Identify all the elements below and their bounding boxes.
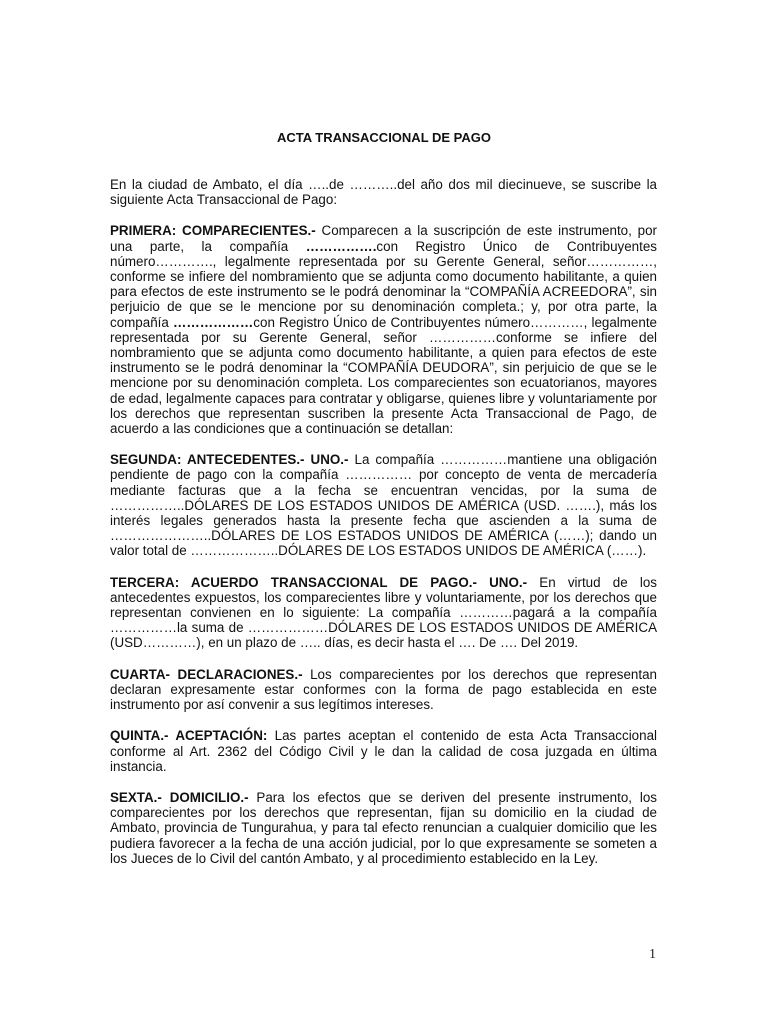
clause-text: Las partes aceptan el contenido de esta Acta Transaccional conforme al Art. 2362 del Código Civil y le dan la calidad de cosa juzgada en última instancia. — [110, 728, 657, 774]
clause-tercera — [110, 575, 657, 651]
clause-text: con Registro Único de Contribuyentes número…………., legalmente representada por su Gerente General, señor……………, conforme se infiere del nombramiento que se adjunta como documento habilitante, a quien para efectos de este instrumento se le podrá denominar la “COMPAÑÍA ACREEDORA”, sin perjuicio de que se le mencione por su denominación completa.; y, por otra parte, la compañía — [110, 238, 657, 330]
clause-text: Comparecen a la suscripción de este instrumento, por una parte, la compañía — [110, 223, 658, 254]
document-title: ACTA TRANSACCIONAL DE PAGO — [276, 130, 492, 145]
placeholder-bold: ……………. — [305, 238, 377, 254]
clause-heading: SEXTA.- DOMICILIO.- — [110, 789, 249, 805]
placeholder-bold: ……………… — [172, 314, 254, 330]
clause-text: En virtud de los antecedentes expuestos, los comparecientes libre y voluntariamente, por los derechos que representan convienen en lo siguiente: La compañía …………pagará a la compañía ……………la suma de ………………DÓLARES DE LOS ESTADOS UNIDOS DE AMÉRICA (USD…………), en un plazo de ….. días, es decir hasta el …. De …. Del 2019. — [110, 574, 657, 651]
clause-primera — [110, 223, 657, 436]
clause-segunda — [110, 452, 657, 558]
clause-cuarta — [110, 667, 657, 713]
clause-text: Los comparecientes por los derechos que representan declaran expresamente estar conformes con la forma de pago establecida en este instrumento por así convenir a sus legítimos intereses. — [110, 666, 657, 713]
clause-text: La compañía ……………mantiene una obligación pendiente de pago con la compañía …………… por concepto de venta de mercadería mediante facturas que a la fecha se encuentran vencidas, por la suma de ……………..DÓLARES DE LOS ESTADOS UNIDOS DE AMÉRICA (USD. …….), más los interés legales generados hasta la presente fecha que ascienden a la suma de …………………..DÓLARES DE LOS ESTADOS UNIDOS DE AMÉRICA (……); dando un valor total de ………………..DÓLARES DE LOS ESTADOS UNIDOS DE AMÉRICA (……). — [110, 452, 657, 559]
clause-heading: CUARTA- DECLARACIONES.- — [110, 666, 303, 682]
clause-heading: PRIMERA: COMPARECIENTES.- — [110, 223, 316, 239]
clause-heading: SEGUNDA: ANTECEDENTES.- UNO.- — [110, 452, 349, 468]
document-body — [110, 177, 657, 882]
intro-paragraph: En la ciudad de Ambato, el día …..de ………..del año dos mil diecinueve, se suscribe la siguiente Acta Transaccional de Pago: — [110, 177, 657, 208]
page-number: 1 — [649, 947, 656, 962]
clause-text: Para los efectos que se deriven del presente instrumento, los comparecientes por los derechos que representan, fijan su domicilio en la ciudad de Ambato, provincia de Tungurahua, y para tal efecto renuncian a cualquier domicilio que les pudiera favorecer a la fecha de una acción judicial, por lo que expresamente se someten a los Jueces de lo Civil del cantón Ambato, y al procedimiento establecido en la Ley. — [110, 789, 657, 866]
clause-text: con Registro Único de Contribuyentes número…………, legalmente representada por su Gerente General, señor ……………conforme se infiere del nombramiento que se adjunta como documento habilitante, a quien para efectos de este instrumento se le podrá denominar la “COMPAÑÍA DEUDORA”, sin perjuicio de que se le mencione por su denominación completa. Los comparecientes son ecuatorianos, mayores de edad, legalmente capaces para contratar y obligarse, quienes libre y voluntariamente por los derechos que representan suscriben la presente Acta Transaccional de Pago, de acuerdo a las condiciones que a continuación se detallan: — [110, 314, 657, 437]
clause-heading: TERCERA: ACUERDO TRANSACCIONAL DE PAGO.- UNO.- — [110, 574, 528, 590]
clause-sexta — [110, 790, 657, 866]
clause-quinta — [110, 728, 657, 774]
clause-heading: QUINTA.- ACEPTACIÓN: — [110, 728, 268, 744]
